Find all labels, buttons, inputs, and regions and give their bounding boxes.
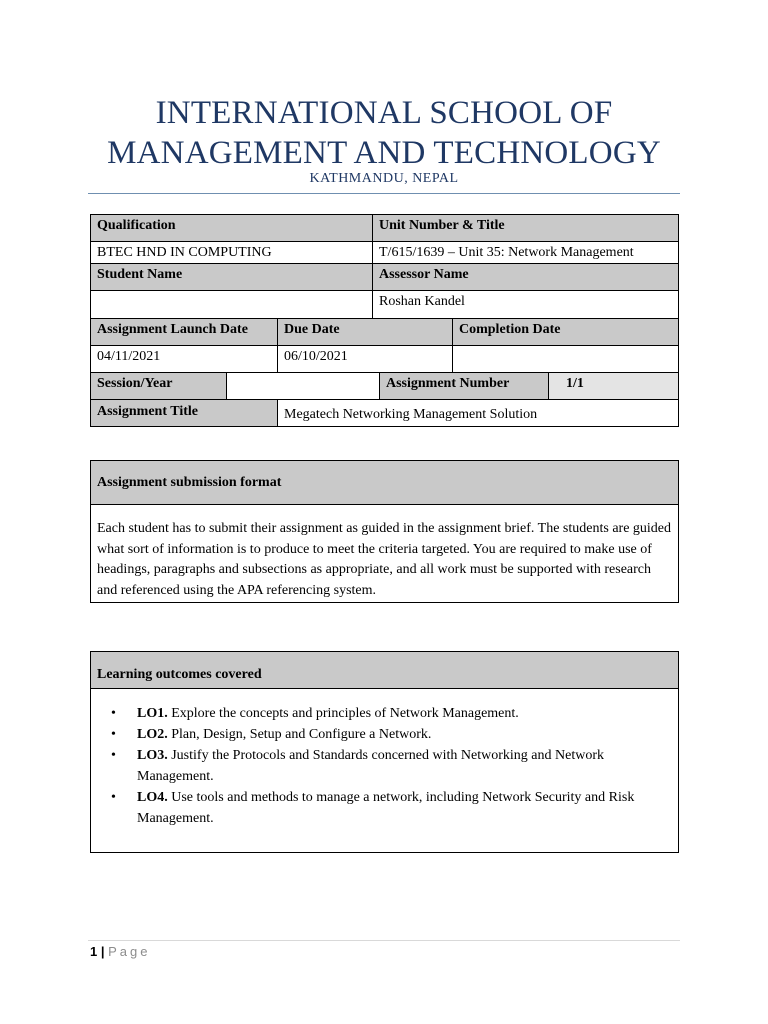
row-divider <box>90 345 679 346</box>
document-subtitle: KATHMANDU, NEPAL <box>309 171 459 186</box>
footer-separator: | <box>100 944 105 959</box>
assignment-number-value: 1/1 <box>566 376 584 391</box>
session-year-value <box>227 373 239 375</box>
document-title <box>0 93 768 173</box>
student-name-label: Student Name <box>97 267 183 282</box>
bullet-icon: • <box>111 727 116 742</box>
list-item: • LO4. Use tools and methods to manage a network, including Network Security and Risk Management. <box>91 787 678 829</box>
page-footer <box>90 944 151 959</box>
launch-date-label: Assignment Launch Date <box>97 322 248 337</box>
col-divider <box>226 372 227 399</box>
assessor-name-label: Assessor Name <box>379 267 469 282</box>
unit-label: Unit Number & Title <box>379 218 505 233</box>
bullet-icon: • <box>111 706 116 721</box>
submission-format-section <box>90 460 679 603</box>
learning-outcomes-list <box>91 689 678 829</box>
qualification-value: BTEC HND IN COMPUTING <box>97 245 272 260</box>
assignment-title-label: Assignment Title <box>97 404 198 419</box>
list-item: • LO3. Justify the Protocols and Standards concerned with Networking and Network Management. <box>91 745 678 787</box>
assessor-name-value: Roshan Kandel <box>379 294 465 309</box>
col-divider <box>548 372 549 399</box>
due-date-label: Due Date <box>284 322 340 337</box>
submission-format-body: Each student has to submit their assignment as guided in the assignment brief. The students are guided what sort of information is to produce to meet the criteria targeted. You are required to make use of headings, paragraphs and subsections as appropriate, and all work must be supported with research and referenced using the APA referencing system. <box>97 521 672 598</box>
learning-outcomes-section <box>90 651 679 853</box>
title-line-1: INTERNATIONAL SCHOOL OF <box>155 95 613 131</box>
list-item: • LO2. Plan, Design, Setup and Configure a Network. <box>91 724 678 745</box>
due-date-value: 06/10/2021 <box>284 349 348 364</box>
learning-outcomes-heading: Learning outcomes covered <box>91 652 678 689</box>
page-number: 1 <box>90 944 98 959</box>
assignment-title-value: Megatech Networking Management Solution <box>284 407 538 422</box>
page-label: Page <box>108 944 151 959</box>
title-line-2: MANAGEMENT AND TECHNOLOGY <box>107 135 661 171</box>
list-item: • LO1. Explore the concepts and principles of Network Management. <box>91 703 678 724</box>
footer-divider <box>88 940 680 941</box>
title-divider <box>88 193 680 194</box>
launch-date-value: 04/11/2021 <box>97 349 161 364</box>
bullet-icon: • <box>111 790 116 805</box>
session-year-label: Session/Year <box>97 376 173 391</box>
completion-date-value <box>453 346 465 348</box>
bullet-icon: • <box>111 748 116 763</box>
unit-value: T/615/1639 – Unit 35: Network Management <box>379 245 634 260</box>
assignment-number-label: Assignment Number <box>386 376 510 391</box>
student-name-value <box>91 291 103 293</box>
row-divider <box>90 399 679 400</box>
submission-format-heading: Assignment submission format <box>91 461 678 505</box>
completion-date-label: Completion Date <box>459 322 561 337</box>
qualification-label: Qualification <box>97 218 176 233</box>
